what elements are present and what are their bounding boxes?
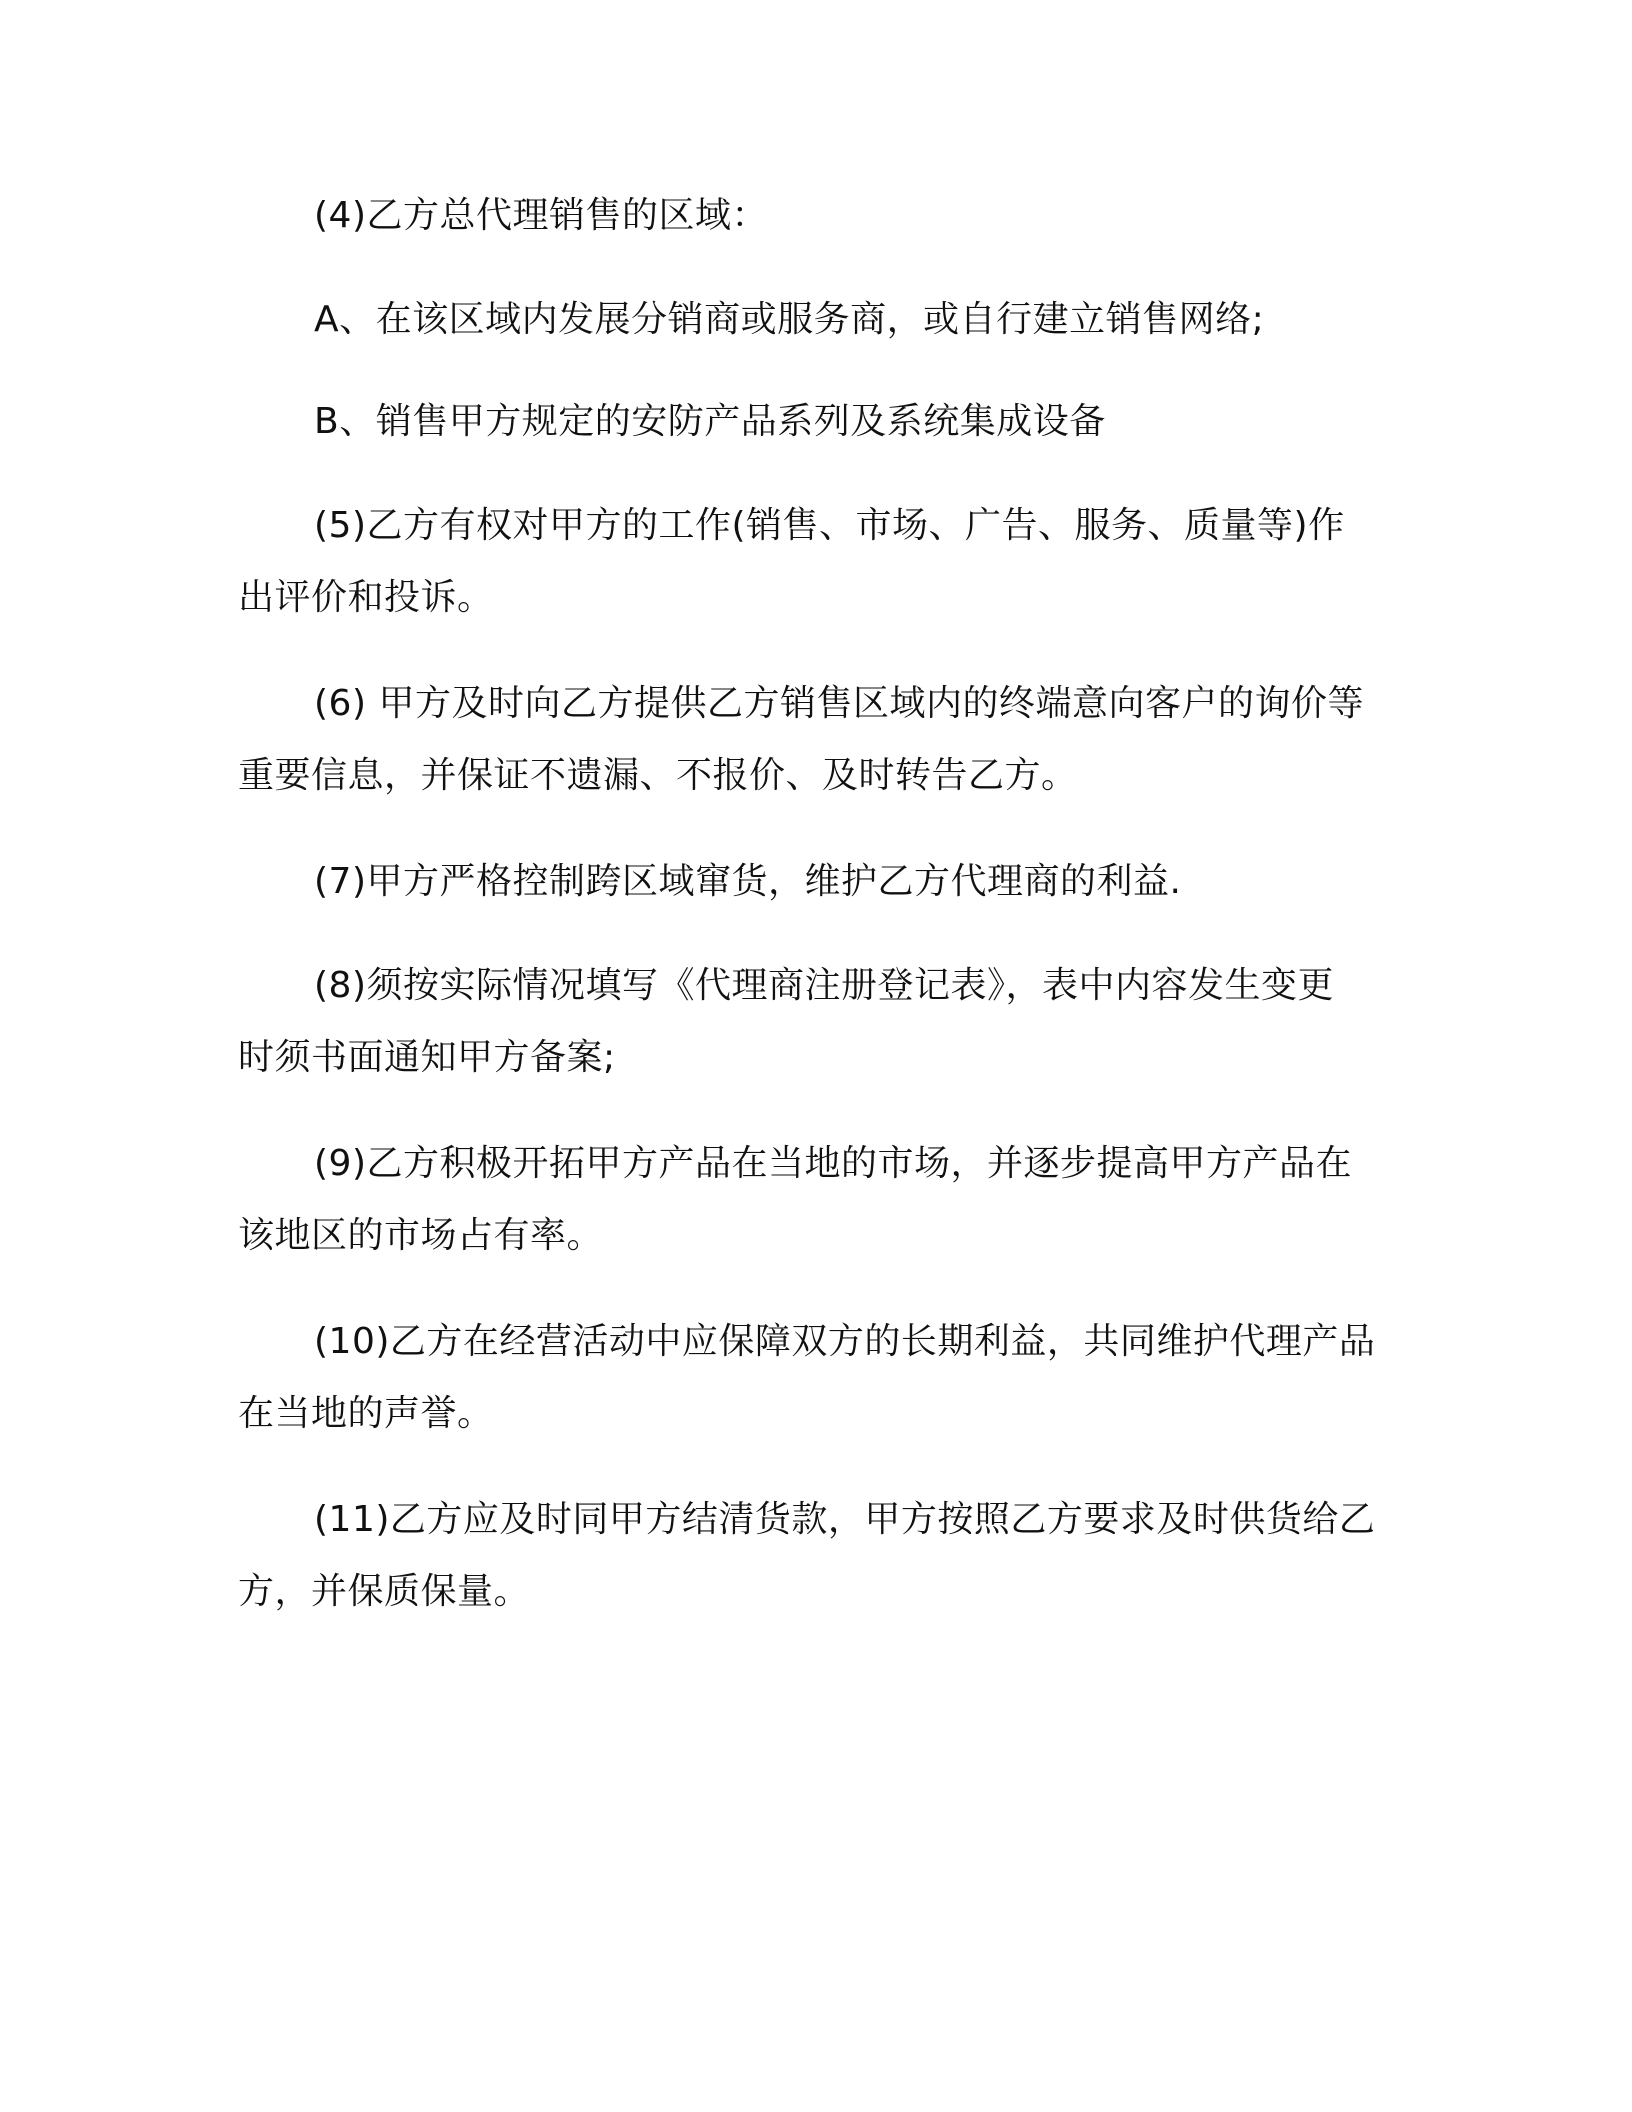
clause-6-line-1: (6) 甲方及时向乙方提供乙方销售区域内的终端意向客户的询价等 (314, 683, 1364, 724)
clause-10 (238, 1306, 1388, 1450)
clause-4 (238, 180, 1388, 252)
clause-5-line-2: 出评价和投诉。 (238, 577, 494, 618)
clause-10-line-2: 在当地的声誉。 (238, 1393, 494, 1434)
clause-4-item-b (238, 386, 1388, 458)
clause-5 (238, 490, 1388, 634)
clause-11 (238, 1484, 1388, 1628)
clause-9-line-1: (9)乙方积极开拓甲方产品在当地的市场，并逐步提高甲方产品在 (314, 1143, 1352, 1184)
clause-8-line-1: (8)须按实际情况填写《代理商注册登记表》，表中内容发生变更 (314, 965, 1334, 1006)
clause-9-line-2: 该地区的市场占有率。 (238, 1215, 604, 1256)
clause-5-line-1: (5)乙方有权对甲方的工作(销售、市场、广告、服务、质量等)作 (314, 505, 1345, 546)
clause-9 (238, 1128, 1388, 1272)
clause-4-line-1: (4)乙方总代理销售的区域： (314, 195, 768, 236)
clause-6-line-2: 重要信息，并保证不遗漏、不报价、及时转告乙方。 (238, 755, 1078, 796)
clause-7 (238, 846, 1388, 918)
clause-4-item-a-line-1: A、在该区域内发展分销商或服务商，或自行建立销售网络; (314, 299, 1265, 340)
clause-8-line-2: 时须书面通知甲方备案; (238, 1037, 616, 1078)
clause-8 (238, 950, 1388, 1094)
clause-11-line-2: 方，并保质保量。 (238, 1571, 531, 1612)
clause-11-line-1: (11)乙方应及时同甲方结清货款，甲方按照乙方要求及时供货给乙 (314, 1499, 1376, 1540)
clause-4-item-b-line-1: B、销售甲方规定的安防产品系列及系统集成设备 (314, 401, 1106, 442)
clause-10-line-1: (10)乙方在经营活动中应保障双方的长期利益，共同维护代理产品 (314, 1321, 1376, 1362)
clause-4-item-a (238, 284, 1388, 356)
clause-7-line-1: (7)甲方严格控制跨区域窜货，维护乙方代理商的利益. (314, 861, 1182, 902)
clause-6 (238, 668, 1388, 812)
